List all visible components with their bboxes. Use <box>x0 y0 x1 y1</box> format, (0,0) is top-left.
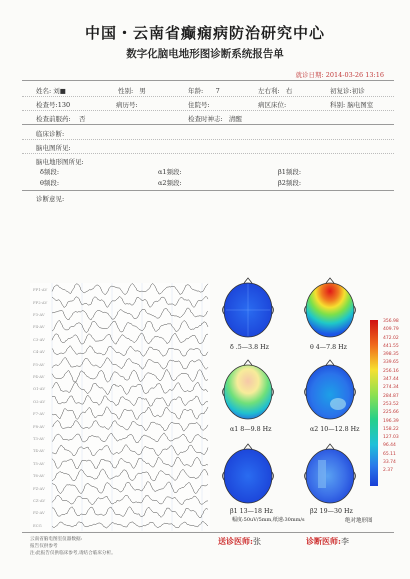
channel-label: FP1-AV <box>33 287 48 293</box>
eeg-waveform-panel <box>30 283 210 531</box>
color-scale-value: 225.66 <box>383 410 399 416</box>
divider <box>22 153 394 154</box>
channel-label: P3-AV <box>33 361 45 367</box>
color-scale-value: 33.74 <box>383 460 396 466</box>
channel-label: F7-AV <box>33 411 45 417</box>
channel-label: T4-AV <box>33 448 45 454</box>
channel-label: T6-AV <box>33 473 45 479</box>
beta1-band-label: β1频段: <box>278 168 302 176</box>
room-field <box>188 100 210 109</box>
bed-label: 病区床位: <box>258 101 287 109</box>
color-scale-value: 256.16 <box>383 368 399 374</box>
hand-value: 右 <box>285 87 293 95</box>
alpha1-band-label: α1频段: <box>158 168 182 176</box>
channel-label: F3-AV <box>33 312 45 317</box>
channel-label: ECG <box>33 522 42 528</box>
doctor-value: 李 <box>340 537 349 546</box>
map-alpha1 <box>223 360 274 419</box>
premed-field <box>36 114 85 123</box>
bed-field <box>258 100 286 109</box>
channel-label: F8-AV <box>33 423 45 429</box>
color-scale-value: 2.37 <box>383 468 394 474</box>
doctor-label: 诊断医师: <box>306 536 341 546</box>
map-label-delta: δ .5—3.8 Hz <box>230 344 269 351</box>
exam-no-label: 检查号: <box>36 101 58 109</box>
eeg-findings-label: 脑电图所见: <box>36 144 71 152</box>
channel-label: T3-AV <box>33 436 45 441</box>
map-beta1 <box>223 444 274 503</box>
color-scale-value: 398.35 <box>383 352 399 358</box>
color-scale-value: 196.39 <box>383 418 399 424</box>
color-scale-value: 127.03 <box>383 435 399 441</box>
dept-field <box>330 100 373 109</box>
divider <box>22 96 394 97</box>
color-scale-value: 158.22 <box>383 426 399 432</box>
hand-field <box>258 86 292 95</box>
visit-field <box>330 86 365 95</box>
map-delta <box>223 278 274 337</box>
hand-label: 左右利: <box>258 87 280 95</box>
divider <box>22 532 394 533</box>
map-type-note: 绝对地形图 <box>345 518 373 524</box>
color-scale-value: 96.44 <box>383 443 396 449</box>
divider <box>22 80 394 81</box>
report-title: 中国・云南省癫痫病防治研究中心 <box>84 24 325 42</box>
examiner-field <box>218 536 261 547</box>
visit-label: 初复诊: <box>330 87 352 95</box>
name-field <box>36 86 66 95</box>
color-scale-value: 347.44 <box>383 377 399 383</box>
channel-label: T5-AV <box>33 460 45 466</box>
examiner-label: 送诊医师: <box>218 536 253 546</box>
topo-findings-label: 脑电地形图所见: <box>36 158 84 166</box>
report-date-label: 就诊日期: <box>295 71 324 79</box>
channel-label: F4-AV <box>33 324 45 330</box>
age-field <box>188 86 220 95</box>
footer-note-1: 云南省脑电图室仪器数据: <box>30 537 83 542</box>
doctor-field <box>306 536 349 547</box>
map-label-alpha2: α2 10—12.8 Hz <box>310 426 360 433</box>
delta-band-label: δ频段: <box>40 168 60 176</box>
report-subtitle: 数字化脑电地形图诊断系统报告单 <box>126 48 284 60</box>
color-scale-bar <box>370 320 378 486</box>
color-scale-value: 253.52 <box>383 401 399 407</box>
examiner-value: 张 <box>252 537 261 546</box>
conclusion-label: 诊断意见: <box>36 195 65 203</box>
footer-note-2: 报告仅供参考 <box>30 544 58 549</box>
channel-label: O2-AV <box>33 398 46 404</box>
report-date <box>295 70 384 79</box>
mental-value: 清醒 <box>228 115 242 123</box>
map-label-beta2: β2 19—30 Hz <box>310 508 353 515</box>
premed-label: 检查前服药: <box>36 115 71 123</box>
channel-label: CZ-AV <box>33 498 46 503</box>
topographic-maps <box>216 276 394 522</box>
sex-field <box>118 86 146 95</box>
map-label-beta1: β1 13—18 Hz <box>230 508 273 515</box>
beta2-band-label: β2频段: <box>278 179 302 187</box>
color-scale-value: 339.65 <box>383 360 399 366</box>
ward-field <box>116 100 138 109</box>
color-scale-value: 65.11 <box>383 451 396 457</box>
name-label: 姓名: <box>36 87 52 95</box>
divider <box>22 124 394 125</box>
map-beta2 <box>305 444 356 503</box>
map-label-alpha1: α1 8—9.8 Hz <box>230 426 272 433</box>
channel-label: FZ-AV <box>33 485 45 491</box>
color-scale-value: 409.79 <box>383 327 399 333</box>
channel-label: P4-AV <box>33 374 45 379</box>
exam-no-field <box>36 100 70 109</box>
divider <box>22 110 394 111</box>
exam-no-value: 130 <box>57 101 71 109</box>
map-alpha2 <box>305 360 356 419</box>
dept-label: 科别: <box>330 101 346 109</box>
dept-value: 脑电图室 <box>347 101 374 109</box>
channel-label: FP2-AV <box>33 299 48 305</box>
room-label: 住院号: <box>188 101 210 109</box>
theta-band-label: θ频段: <box>40 179 60 187</box>
clinical-dx-label: 临床诊断: <box>36 130 65 138</box>
ward-label: 病历号: <box>116 101 138 109</box>
color-scale-labels <box>383 318 399 476</box>
alpha2-band-label: α2频段: <box>158 179 182 187</box>
footer-note-3: 注:此报告仅供临床参考,请结合临床分析。 <box>30 551 116 556</box>
visit-value: 初诊 <box>351 87 365 95</box>
color-scale-value: 441.55 <box>383 343 399 349</box>
name-value: 刘■ <box>53 87 66 95</box>
age-value: 7 <box>215 87 220 95</box>
scale-note: 幅度:50uV/5mm,纸速:30mm/s <box>232 517 305 523</box>
report-date-value: 2014-03-26 13:16 <box>325 71 384 79</box>
color-scale-value: 284.87 <box>383 393 399 399</box>
channel-label: PZ-AV <box>33 510 45 516</box>
sex-value: 男 <box>139 87 146 95</box>
mental-field <box>188 114 242 123</box>
divider <box>22 190 394 191</box>
map-label-theta: θ 4—7.8 Hz <box>310 344 347 351</box>
age-label: 年龄: <box>188 87 204 95</box>
divider <box>22 139 394 140</box>
mental-label: 检查时神志: <box>188 115 223 123</box>
sex-label: 性别: <box>118 87 134 95</box>
premed-value: 否 <box>78 115 86 123</box>
channel-label: O1-AV <box>33 386 46 392</box>
map-theta <box>305 278 356 337</box>
color-scale-value: 472.02 <box>383 335 399 341</box>
channel-label: C3-AV <box>33 336 45 342</box>
color-scale-value: 274.34 <box>383 385 399 391</box>
color-scale-value: 356.98 <box>383 319 399 324</box>
channel-label: C4-AV <box>33 349 45 355</box>
